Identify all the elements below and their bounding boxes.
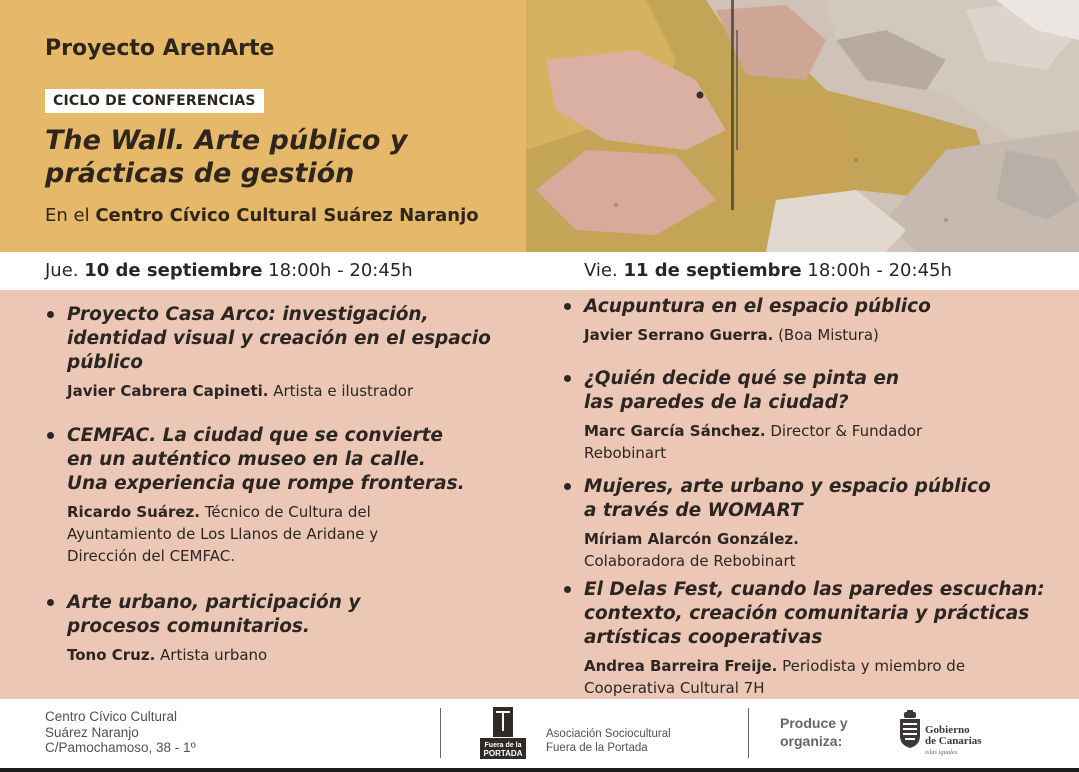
footer [0, 699, 1079, 772]
weekday: Vie. [584, 260, 624, 281]
talk-speaker [67, 644, 360, 666]
logo-text: PORTADA [483, 749, 523, 758]
venue-name: Centro Cívico Cultural Suárez Naranjo [95, 205, 479, 226]
date-thursday [45, 260, 413, 281]
talk-title-line: contexto, creación comunitaria y prácticas [584, 603, 1030, 624]
talk-title-line: a través de WOMART [584, 500, 803, 521]
bullet-icon [564, 586, 571, 593]
speaker-name: Javier Serrano Guerra. [584, 326, 774, 344]
speaker-role: Técnico de Cultura del [199, 503, 371, 521]
government-name-line: de Canarias [925, 735, 982, 747]
speaker-role: Artista e ilustrador [268, 382, 414, 400]
series-tag: CICLO DE CONFERENCIAS [45, 89, 264, 113]
talk-speaker [584, 528, 991, 572]
talk-title-line: artísticas cooperativas [584, 627, 823, 648]
bullet-icon [564, 483, 571, 490]
speaker-name: Tono Cruz. [67, 646, 156, 664]
bullet-icon [47, 311, 54, 318]
talk-title-line: Proyecto Casa Arco: investigación, [67, 304, 429, 325]
wall-photo-drawing [526, 0, 1079, 252]
wall-photo [526, 0, 1079, 252]
organizer-name [546, 728, 671, 755]
talk-speaker [584, 655, 1045, 699]
talk-title-line: Acupuntura en el espacio público [584, 296, 931, 317]
talk-title [584, 578, 1045, 650]
date: 10 de septiembre [84, 260, 263, 281]
speaker-role: Cooperativa Cultural 7H [584, 679, 765, 697]
talk-title [67, 591, 360, 639]
speaker-line [584, 324, 931, 346]
speaker-line [67, 380, 491, 402]
venue-line [45, 205, 479, 226]
talk-item [584, 578, 1045, 699]
government-name [925, 725, 982, 747]
talk-title-line: identidad visual y creación en el espacio [67, 328, 491, 349]
talk-item [67, 303, 491, 402]
speaker-role: Dirección del CEMFAC. [67, 547, 235, 565]
government-tagline: islas iguales [925, 749, 958, 756]
speaker-role: (Boa Mistura) [773, 326, 879, 344]
speaker-line [584, 528, 991, 550]
talk-title-line: Una experiencia que rompe fronteras. [67, 473, 465, 494]
time-range: 18:00h - 20:45h [807, 260, 952, 281]
cycle-title-line: prácticas de gestión [45, 158, 355, 189]
talk-title-line: las paredes de la ciudad? [584, 392, 849, 413]
talk-title-line: Mujeres, arte urbano y espacio público [584, 476, 991, 497]
venue-address [45, 709, 196, 756]
bullet-icon [564, 375, 571, 382]
footer-divider [440, 708, 441, 758]
venue-prefix: En el [45, 205, 96, 226]
talk-speaker [67, 380, 491, 402]
time-range: 18:00h - 20:45h [268, 260, 413, 281]
speaker-role: Director & Fundador [765, 422, 923, 440]
date: 11 de septiembre [623, 260, 802, 281]
cycle-title [45, 124, 515, 190]
address-line: Centro Cívico Cultural [45, 709, 178, 724]
bottom-border [0, 768, 1079, 772]
bullet-icon [47, 599, 54, 606]
speaker-line [67, 644, 360, 666]
speaker-role: Artista urbano [155, 646, 268, 664]
talk-title [584, 367, 922, 415]
logo-text: Fuera de la [484, 742, 522, 749]
address-line: C/Pamochamoso, 38 - 1º [45, 740, 196, 755]
talk-title-line: El Delas Fest, cuando las paredes escuchan: [584, 579, 1045, 600]
speaker-line [584, 655, 1045, 677]
bullet-icon [47, 432, 54, 439]
talk-title [584, 295, 931, 319]
speaker-name: Andrea Barreira Freije. [584, 657, 778, 675]
speaker-name: Míriam Alarcón González. [584, 530, 799, 548]
talk-title-line: procesos comunitarios. [67, 616, 310, 637]
speaker-name: Javier Cabrera Capineti. [67, 382, 269, 400]
produce-label-line: Produce y [780, 715, 848, 731]
address-line: Suárez Naranjo [45, 724, 139, 740]
program [0, 290, 1079, 699]
fuera-de-la-portada-logo [480, 707, 526, 759]
talk-title [584, 475, 991, 523]
organizer-name-line: Asociación Sociocultural [546, 728, 671, 740]
talk-speaker [67, 501, 465, 567]
talk-title-line: público [67, 352, 144, 373]
produce-label [780, 714, 848, 750]
date-row [0, 252, 1079, 290]
talk-title-line: ¿Quién decide qué se pinta en [584, 368, 900, 389]
speaker-name: Marc García Sánchez. [584, 422, 766, 440]
talk-title-line: en un auténtico museo en la calle. [67, 449, 426, 470]
talk-item [584, 475, 991, 572]
produce-label-line: organiza: [780, 733, 843, 749]
talk-speaker [584, 324, 931, 346]
project-name: Proyecto ArenArte [45, 36, 275, 61]
talk-item [67, 424, 465, 567]
footer-divider [748, 708, 749, 758]
date-friday [584, 260, 952, 281]
government-name-line: Gobierno [925, 724, 970, 736]
speaker-role: Periodista y miembro de [777, 657, 966, 675]
talk-item [584, 367, 922, 464]
weekday: Jue. [45, 260, 85, 281]
speaker-role: Ayuntamiento de Los Llanos de Aridane y [67, 525, 379, 543]
organizer-name-line: Fuera de la Portada [546, 741, 648, 754]
talk-item [67, 591, 360, 666]
speaker-line [67, 501, 465, 523]
cycle-title-line: The Wall. Arte público y [45, 125, 408, 156]
talk-title-line: Arte urbano, participación y [67, 592, 361, 613]
speaker-line [584, 420, 922, 442]
speaker-name: Ricardo Suárez. [67, 503, 200, 521]
talk-item [584, 295, 931, 346]
bullet-icon [564, 303, 571, 310]
talk-title [67, 424, 465, 496]
talk-title-line: CEMFAC. La ciudad que se convierte [67, 425, 443, 446]
canarias-crest-icon [898, 710, 922, 748]
talk-title [67, 303, 491, 375]
talk-speaker [584, 420, 922, 464]
speaker-role: Rebobinart [584, 444, 667, 462]
speaker-role: Colaboradora de Rebobinart [584, 552, 796, 570]
header-panel [0, 0, 526, 252]
